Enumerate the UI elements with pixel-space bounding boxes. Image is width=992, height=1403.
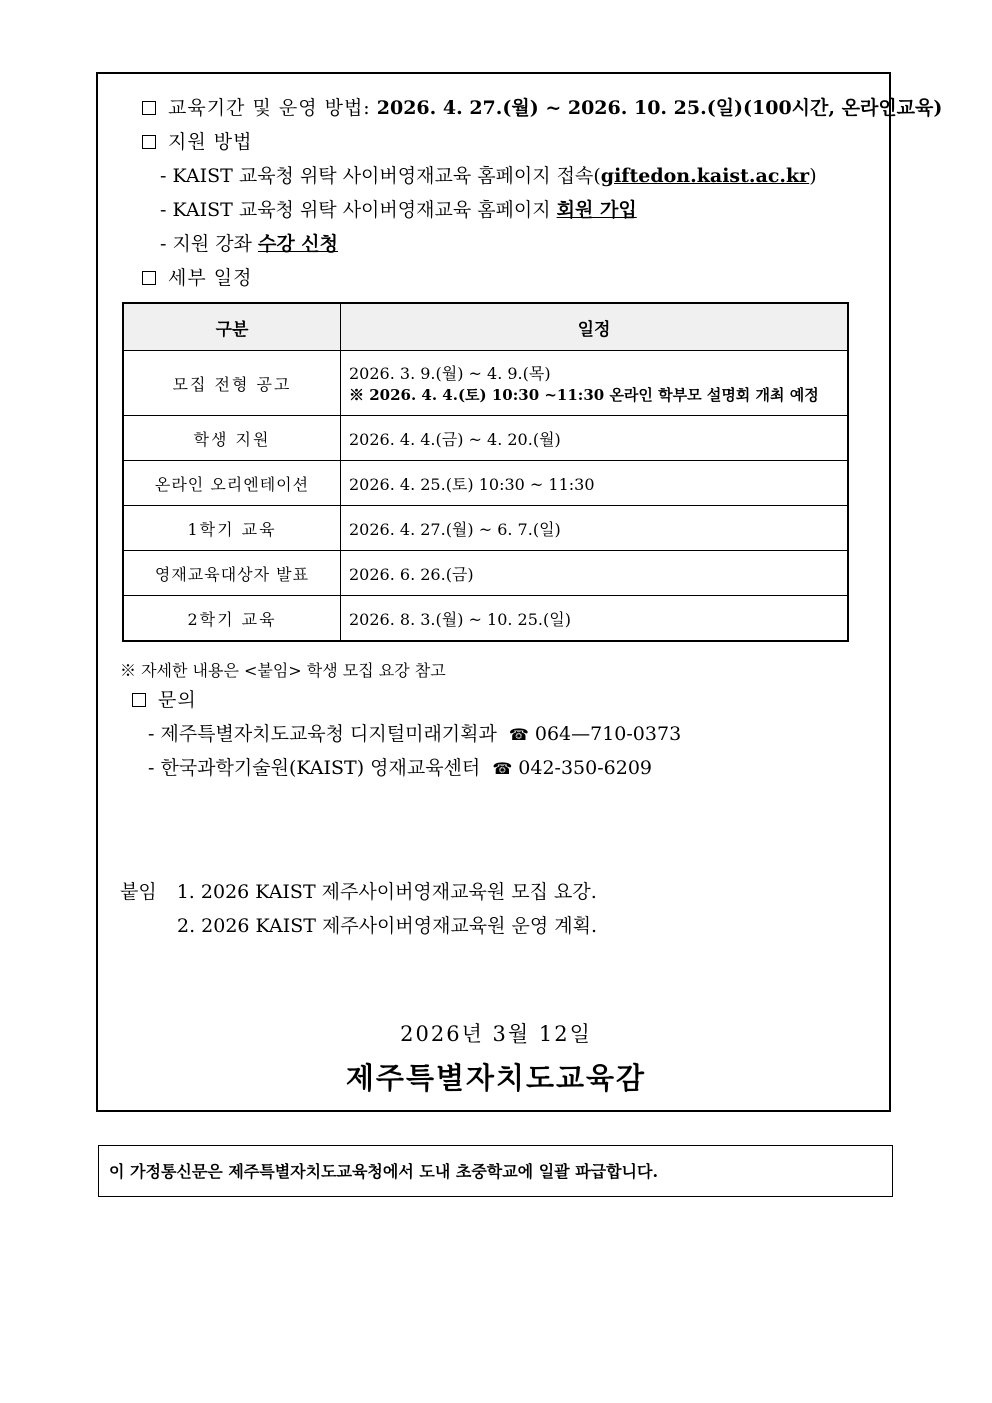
row-date: 2026. 4. 27.(월) ~ 6. 7.(일) xyxy=(341,506,849,551)
row-date: 2026. 8. 3.(월) ~ 10. 25.(일) xyxy=(341,596,849,642)
table-row xyxy=(123,596,848,642)
homepage-link[interactable]: giftedon.kaist.ac.kr xyxy=(600,165,810,187)
row-date: 2026. 3. 9.(월) ~ 4. 9.(목) xyxy=(349,364,551,383)
period-value: 2026. 4. 27.(월) ~ 2026. 10. 25.(일)(100시간, 온라인교육) xyxy=(376,97,943,119)
attachment-item-2: 2. 2026 KAIST 제주사이버영재교육원 운영 계획. xyxy=(177,915,598,937)
row-date-cell xyxy=(341,351,849,416)
contact-item-1 xyxy=(148,722,681,747)
row-category: 1학기 교육 xyxy=(123,506,341,551)
contact-item-2 xyxy=(148,756,652,781)
table-row xyxy=(123,506,848,551)
attachments-label: 붙임 xyxy=(120,881,157,903)
row-date: 2026. 4. 4.(금) ~ 4. 20.(월) xyxy=(341,416,849,461)
period-line xyxy=(142,96,942,120)
apply-step-2 xyxy=(160,198,637,222)
column-header-date: 일정 xyxy=(341,303,849,351)
table-header-row xyxy=(123,303,848,351)
contact-heading-line xyxy=(132,688,197,712)
contact-heading: 문의 xyxy=(158,689,197,711)
apply-step-1-close: ) xyxy=(809,165,817,187)
period-label: 교육기간 및 운영 방법: xyxy=(168,97,371,119)
attachment-item-1: 1. 2026 KAIST 제주사이버영재교육원 모집 요강. xyxy=(176,881,597,903)
apply-step-3-emphasis: 수강 신청 xyxy=(257,233,338,255)
apply-step-3-text: - 지원 강좌 xyxy=(160,233,258,255)
checkbox-square-icon xyxy=(142,271,156,285)
row-category: 영재교육대상자 발표 xyxy=(123,551,341,596)
row-date: 2026. 6. 26.(금) xyxy=(341,551,849,596)
schedule-table xyxy=(122,302,849,642)
signature-issuer: 제주특별자치도교육감 xyxy=(345,1061,647,1095)
footer-text: 이 가정통신문은 제주특별자치도교육청에서 도내 초중학교에 일괄 파급합니다. xyxy=(109,1162,659,1181)
apply-step-2-text: - KAIST 교육청 위탁 사이버영재교육 홈페이지 xyxy=(160,199,557,221)
footer-notice xyxy=(98,1145,893,1197)
checkbox-square-icon xyxy=(142,101,156,115)
apply-step-1-text: - KAIST 교육청 위탁 사이버영재교육 홈페이지 접속( xyxy=(160,165,601,187)
row-note: ※ 2026. 4. 4.(토) 10:30 ~11:30 온라인 학부모 설명회 개최 예정 xyxy=(349,386,819,404)
schedule-heading-line xyxy=(142,266,252,290)
apply-step-3 xyxy=(160,232,338,256)
row-category: 학생 지원 xyxy=(123,416,341,461)
apply-heading: 지원 방법 xyxy=(168,131,253,153)
contact-item-1-phone: 064—710-0373 xyxy=(534,723,682,745)
row-date: 2026. 4. 25.(토) 10:30 ~ 11:30 xyxy=(341,461,849,506)
schedule-heading: 세부 일정 xyxy=(168,267,253,289)
schedule-footnote: ※ 자세한 내용은 <붙임> 학생 모집 요강 참고 xyxy=(120,661,446,680)
contact-item-2-name: - 한국과학기술원(KAIST) 영재교육센터 xyxy=(148,757,481,779)
table-row xyxy=(123,416,848,461)
table-row xyxy=(123,551,848,596)
checkbox-square-icon xyxy=(132,693,146,707)
table-row xyxy=(123,351,848,416)
apply-heading-line xyxy=(142,130,252,154)
column-header-category: 구분 xyxy=(123,303,341,351)
attachments-line-1 xyxy=(120,880,597,904)
contact-item-1-name: - 제주특별자치도교육청 디지털미래기획과 xyxy=(148,723,497,745)
table-row xyxy=(123,461,848,506)
checkbox-square-icon xyxy=(142,135,156,149)
phone-icon: ☎ xyxy=(508,725,529,744)
signature-date: 2026년 3월 12일 xyxy=(400,1022,592,1046)
phone-icon: ☎ xyxy=(492,759,513,778)
row-category: 2학기 교육 xyxy=(123,596,341,642)
row-category: 모집 전형 공고 xyxy=(123,351,341,416)
contact-item-2-phone: 042-350-6209 xyxy=(518,757,652,779)
apply-step-2-emphasis: 회원 가입 xyxy=(556,199,637,221)
apply-step-1 xyxy=(160,164,817,188)
row-category: 온라인 오리엔테이션 xyxy=(123,461,341,506)
